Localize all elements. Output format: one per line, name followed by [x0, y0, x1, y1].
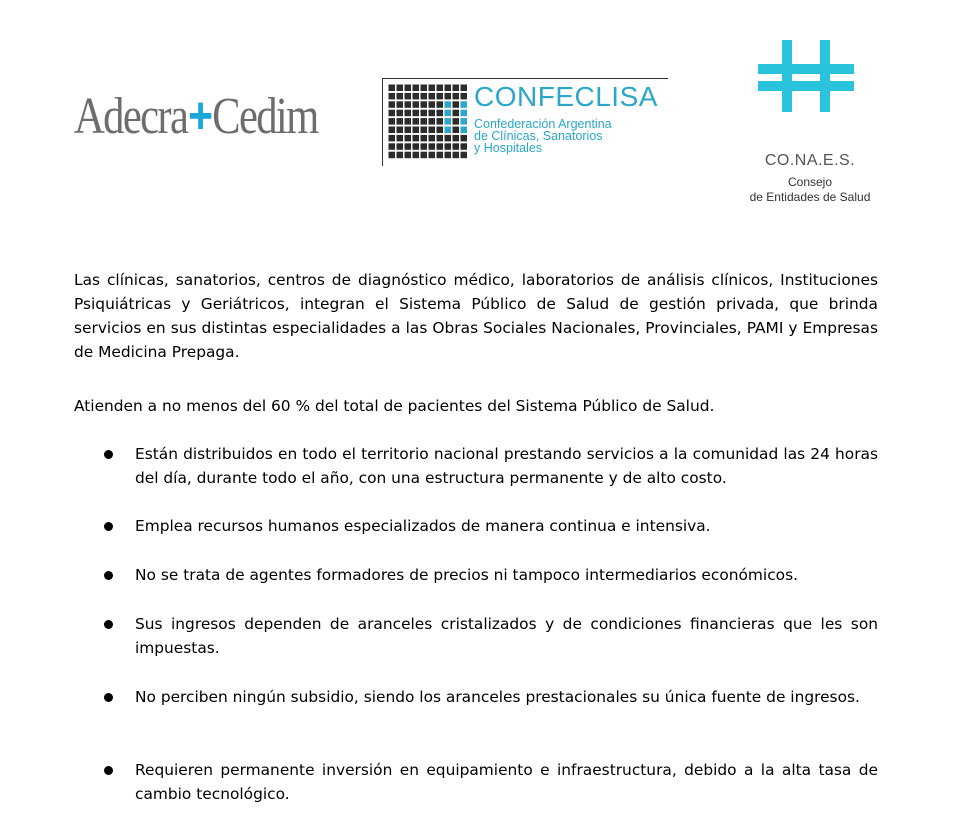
bullet-icon — [104, 766, 113, 775]
list-item-text: Requieren permanente inversión en equipamiento e infraestructura, debido a la alta tasa de cambio tecnológico. — [135, 761, 878, 803]
conaes-name: CO.NA.E.S. — [764, 152, 856, 169]
list-item-text: No se trata de agentes formadores de precios ni tampoco intermediarios económicos. — [135, 566, 798, 584]
bullet-icon — [104, 522, 113, 531]
conaes-subtitle-line: Consejo — [787, 175, 833, 189]
confeclisa-title: CONFECLISA — [474, 81, 658, 112]
bullet-icon — [104, 450, 113, 459]
adecra-logo-text: Adecra — [74, 88, 188, 145]
list-item-text: Emplea recursos humanos especializados de manera continua e intensiva. — [135, 517, 711, 535]
intro-paragraph: Las clínicas, sanatorios, centros de diagnóstico médico, laboratorios de análisis clínicos, Instituciones Psiquiátricas y Geriátricos, integran el Sistema Público de Salud de gestión privada, que brinda servicios en sus distintas especialidades a las Obras Sociales Nacionales, Provinciales, PAMI y Empresas de Medicina Prepaga. — [74, 271, 878, 361]
confeclisa-subtitle-line: y Hospitales — [474, 141, 543, 155]
list-item-text: Están distribuidos en todo el territorio nacional prestando servicios a la comunidad las 24 horas del día, durante todo el año, con una estructura permanente y de alto costo. — [135, 445, 878, 487]
adecra-plus-icon: + — [188, 87, 212, 145]
bullet-icon — [104, 620, 113, 629]
statistic-paragraph: Atienden a no menos del 60 % del total de pacientes del Sistema Público de Salud. — [74, 397, 715, 415]
conaes-subtitle-line: de Entidades de Salud — [749, 190, 871, 204]
confeclisa-subtitle-line: Confederación Argentina — [474, 117, 612, 131]
bullet-icon — [104, 693, 113, 702]
list-item-text: No perciben ningún subsidio, siendo los aranceles prestacionales su única fuente de ingresos. — [135, 688, 860, 706]
cedim-logo-text: Cedim — [212, 88, 318, 145]
bullet-icon — [104, 571, 113, 580]
list-item-text: Sus ingresos dependen de aranceles cristalizados y de condiciones financieras que les son impuestas. — [135, 615, 878, 657]
confeclisa-subtitle-line: de Clínicas, Sanatorios — [474, 129, 603, 143]
